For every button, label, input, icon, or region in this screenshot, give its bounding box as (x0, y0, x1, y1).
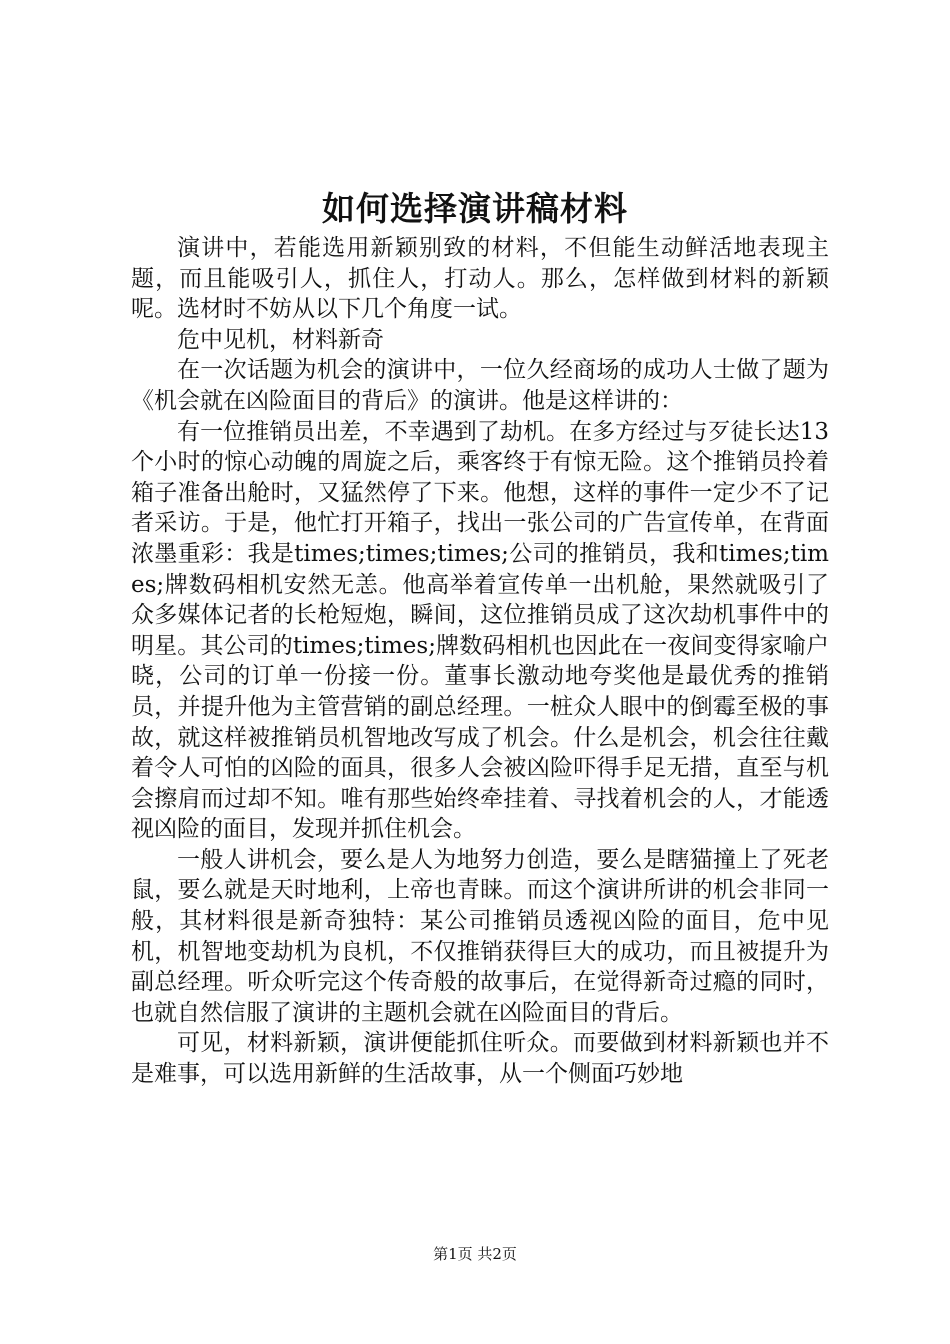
page-number-footer: 第1页 共2页 (433, 1245, 517, 1263)
paragraph-story: 有一位推销员出差，不幸遇到了劫机。在多方经过与歹徒长达13个小时的惊心动魄的周旋之后，乘客终于有惊无险。这个推销员拎着箱子准备出舱时，又猛然停了下来。他想，这样的事件一定少不了记者采访。于是，他忙打开箱子，找出一张公司的广告宣传单，在背面浓墨重彩：我是times;times;times;公司的推销员，我和times;times;牌数码相机安然无恙。他高举着宣传单一出机舱，果然就吸引了众多媒体记者的长枪短炮，瞬间，这位推销员成了这次劫机事件中的明星。其公司的times;times;牌数码相机也因此在一夜间变得家喻户晓，公司的订单一份接一份。董事长激动地夸奖他是最优秀的推销员，并提升他为主管营销的副总经理。一桩众人眼中的倒霉至极的事故，就这样被推销员机智地改写成了机会。什么是机会，机会往往戴着令人可怕的凶险的面具，很多人会被凶险吓得手足无措，直至与机会擦肩而过却不知。唯有那些始终牵挂着、寻找着机会的人，才能透视凶险的面目，发现并抓住机会。 (131, 418, 829, 843)
paragraph-context: 在一次话题为机会的演讲中，一位久经商场的成功人士做了题为《机会就在凶险面目的背后》的演讲。他是这样讲的： (131, 357, 829, 414)
paragraph-analysis: 一般人讲机会，要么是人为地努力创造，要么是瞎猫撞上了死老鼠，要么就是天时地利，上帝也青睐。而这个演讲所讲的机会非同一般，其材料很是新奇独特：某公司推销员透视凶险的面目，危中见机，机智地变劫机为良机，不仅推销获得巨大的成功，而且被提升为副总经理。听众听完这个传奇般的故事后，在觉得新奇过瘾的同时，也就自然信服了演讲的主题机会就在凶险面目的背后。 (131, 846, 829, 1026)
section-heading: 危中见机，材料新奇 (177, 326, 384, 353)
paragraph-intro: 演讲中，若能选用新颖别致的材料，不但能生动鲜活地表现主题，而且能吸引人，抓住人，打动人。那么，怎样做到材料的新颖呢。选材时不妨从以下几个角度一试。 (131, 235, 829, 323)
document-body (131, 233, 829, 1090)
paragraph-conclusion: 可见，材料新颖，演讲便能抓住听众。而要做到材料新颖也并不是难事，可以选用新鲜的生活故事，从一个侧面巧妙地 (131, 1030, 829, 1088)
document-title: 如何选择演讲稿材料 (322, 189, 628, 228)
